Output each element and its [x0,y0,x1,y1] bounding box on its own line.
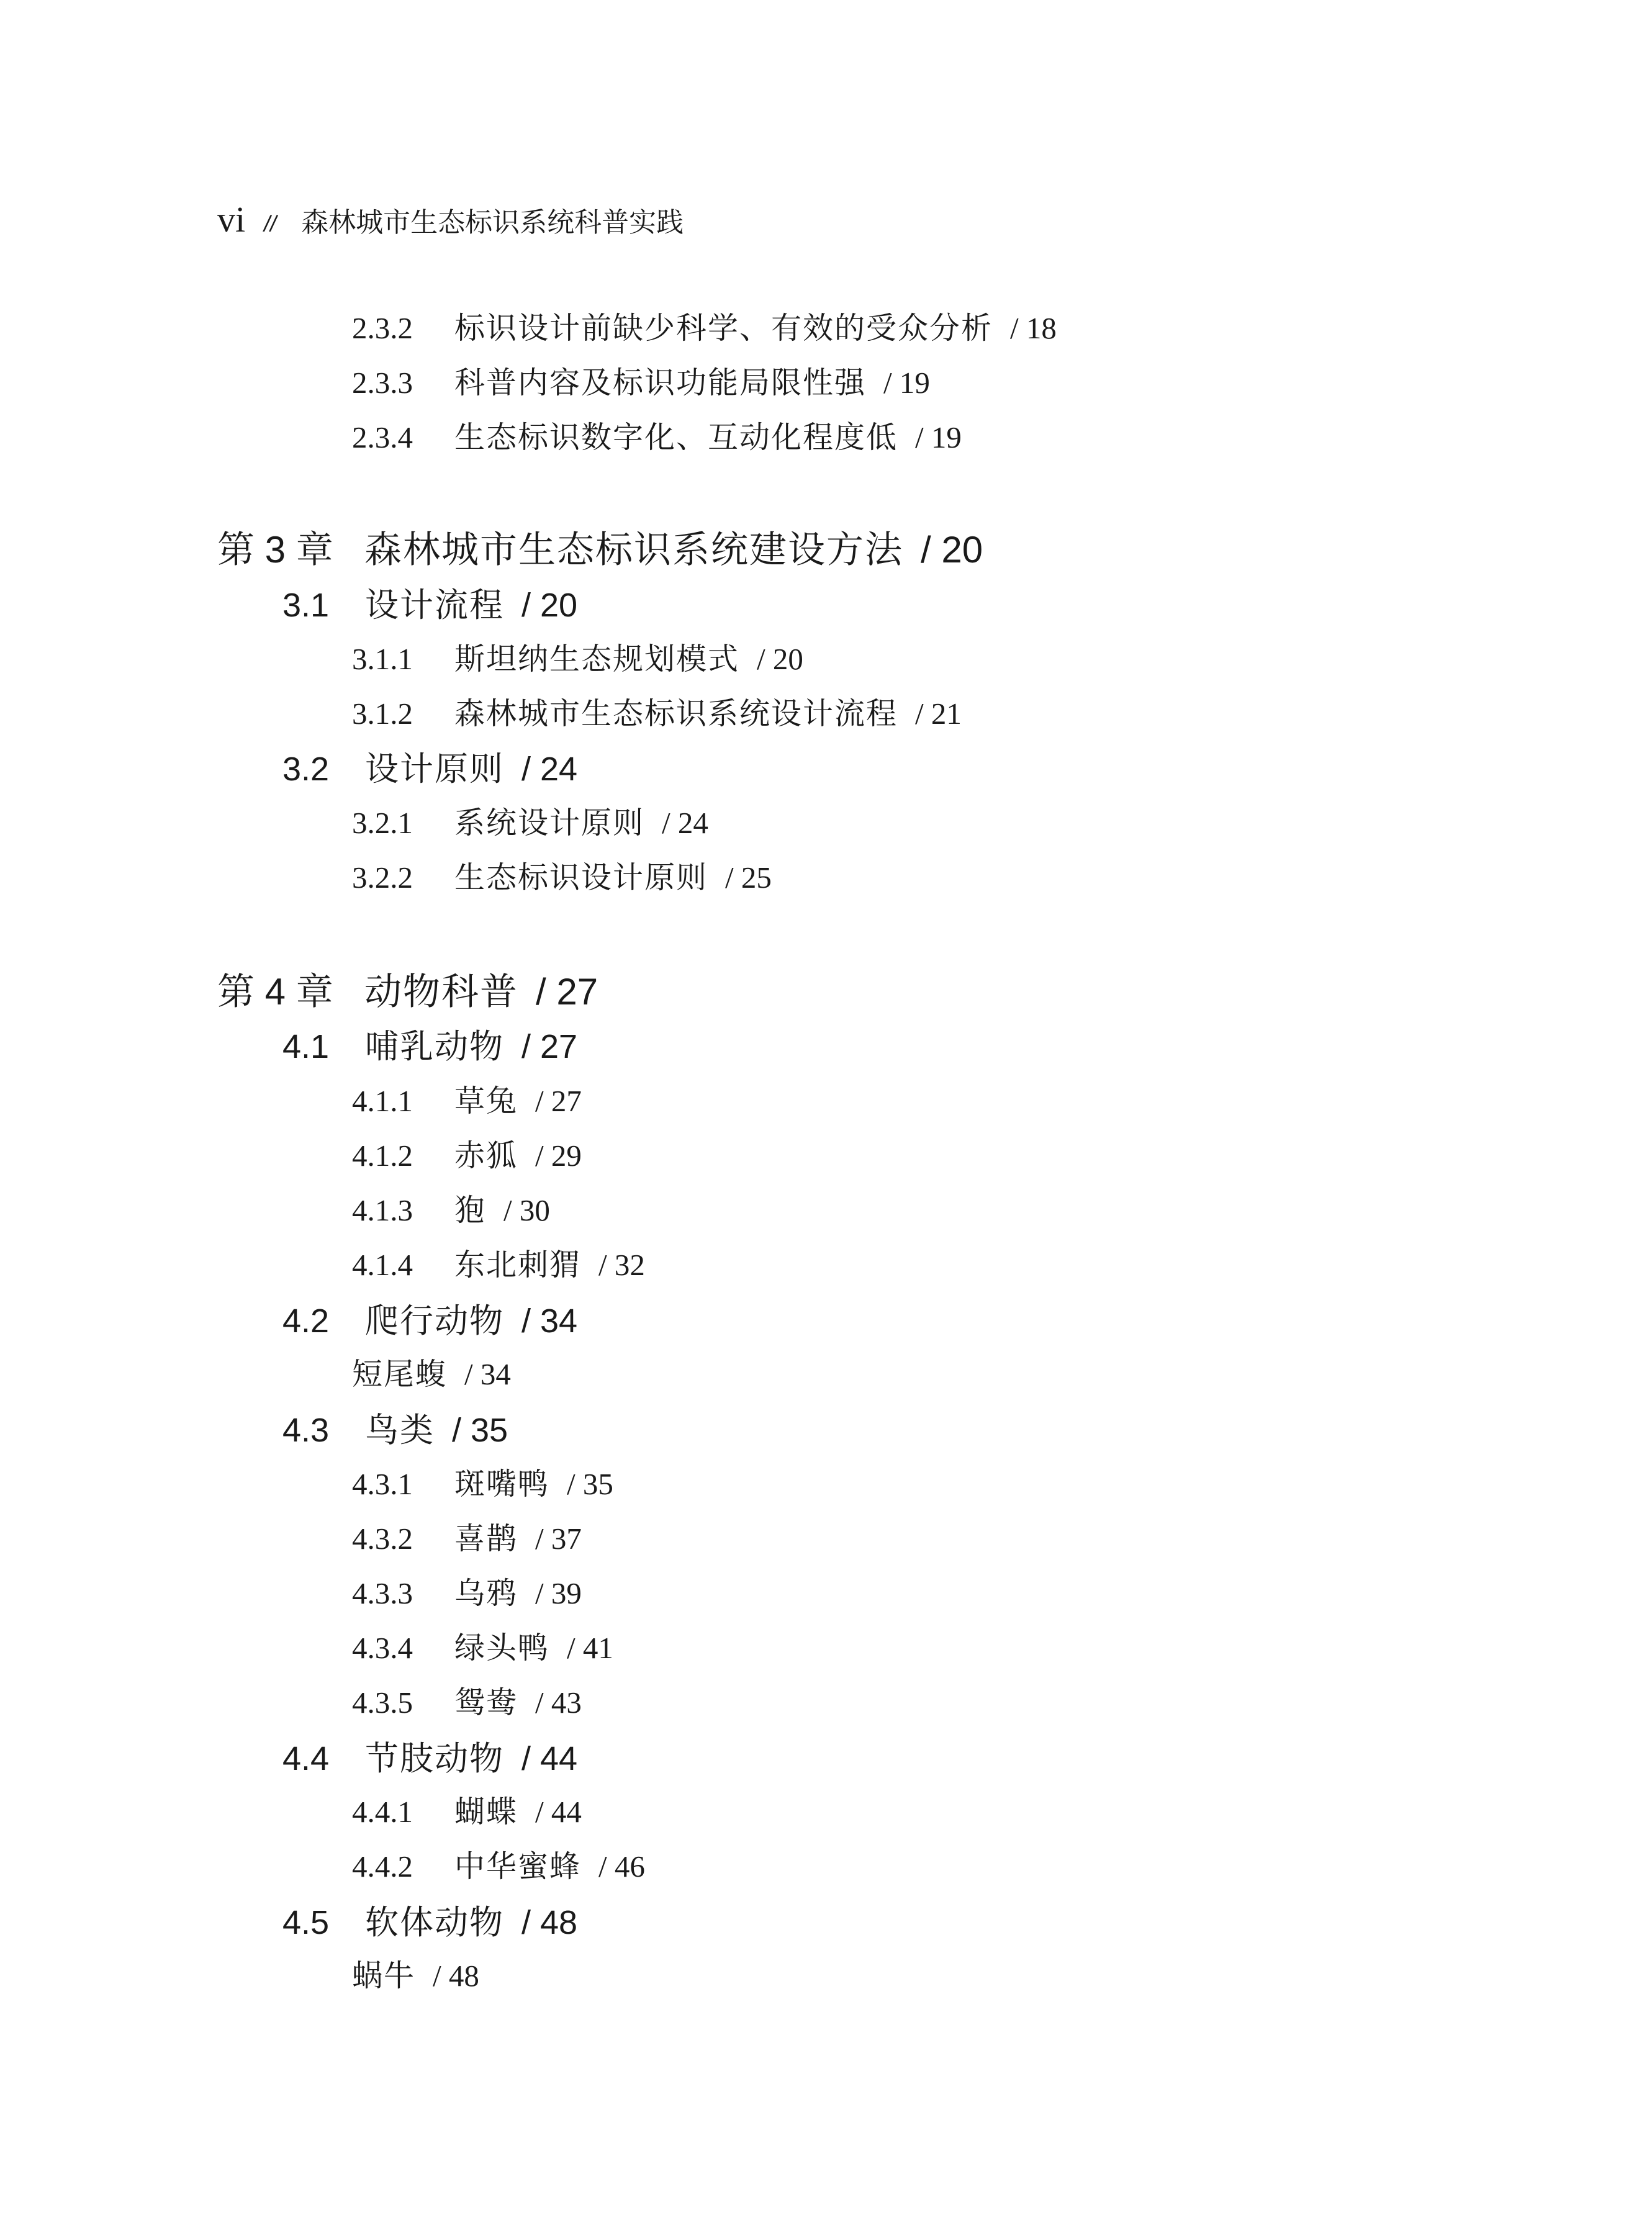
toc-entry-3-2-1[interactable] [352,799,708,842]
running-head [217,199,684,255]
toc-entry-4-3-2[interactable] [352,1515,582,1558]
entry-title: 绿头鸭 [454,1630,550,1666]
entry-number: 4.3.5 [352,1685,413,1720]
toc-section-3-1[interactable] [282,579,577,626]
entry-page: / 24 [521,751,578,788]
toc-entry-4-3-4[interactable] [352,1624,613,1667]
toc-entry-2-3-4[interactable] [352,413,962,457]
header-separator: // [264,211,277,237]
section-title: 软体动物 [365,1904,504,1941]
entry-page: / 48 [521,1904,578,1941]
entry-title: 东北刺猬 [454,1247,582,1283]
entry-page: / 48 [433,1959,479,1993]
toc-entry-3-1-1[interactable] [352,635,803,679]
entry-number: 2.3.4 [352,420,413,454]
toc-entry-4-1-2[interactable] [352,1132,582,1175]
entry-page: / 44 [521,1740,578,1777]
entry-title: 草兔 [454,1083,518,1119]
page-folio: vi [217,199,246,240]
entry-page: / 24 [662,806,708,840]
entry-number: 4.3.4 [352,1631,413,1665]
chapter-number: 第 4 章 [217,971,333,1013]
entry-number: 3.1.2 [352,697,413,731]
entry-number: 3.1.1 [352,642,413,676]
section-number: 4.3 [282,1412,330,1449]
entry-page: / 41 [567,1631,613,1665]
entry-number: 3.2.1 [352,806,413,840]
entry-page: / 39 [535,1576,582,1610]
toc-chapter-4[interactable] [217,962,598,1016]
entry-title: 短尾蝮 [352,1356,448,1392]
entry-number: 2.3.2 [352,311,413,345]
entry-page: / 44 [535,1795,582,1829]
entry-number: 4.3.2 [352,1522,413,1556]
section-number: 4.2 [282,1302,330,1340]
entry-number: 4.3.3 [352,1576,413,1610]
entry-page: / 35 [452,1412,508,1449]
entry-page: / 25 [725,860,772,895]
chapter-title: 森林城市生态标识系统建设方法 [364,529,903,571]
toc-entry-4-1-4[interactable] [352,1241,645,1284]
section-title: 鸟类 [365,1412,435,1449]
entry-number: 4.1.2 [352,1139,413,1173]
entry-title: 生态标识数字化、互动化程度低 [454,420,898,455]
entry-page: / 37 [535,1522,582,1556]
toc-section-4-4[interactable] [282,1732,577,1780]
entry-title: 科普内容及标识功能局限性强 [454,365,867,400]
toc-section-3-2[interactable] [282,742,577,790]
entry-title: 生态标识设计原则 [454,860,708,895]
entry-page: / 29 [535,1139,582,1173]
entry-number: 4.4.2 [352,1849,413,1883]
toc-entry-3-1-2[interactable] [352,690,962,733]
toc-entry-short-tailed-viper[interactable] [352,1350,511,1394]
toc-entry-4-3-5[interactable] [352,1679,582,1722]
toc-section-4-3[interactable] [282,1404,508,1451]
entry-title: 斑嘴鸭 [454,1466,550,1502]
toc-entry-4-1-1[interactable] [352,1077,582,1121]
entry-title: 乌鸦 [454,1576,518,1611]
entry-title: 斯坦纳生态规划模式 [454,641,740,677]
entry-title: 鸳鸯 [454,1685,518,1720]
entry-page: / 19 [883,366,930,400]
entry-page: / 19 [915,420,962,454]
toc-section-4-5[interactable] [282,1896,577,1944]
entry-title: 标识设计前缺少科学、有效的受众分析 [454,310,993,346]
entry-title: 赤狐 [454,1138,518,1173]
toc-entry-snail[interactable] [352,1952,479,1995]
entry-title: 中华蜜蜂 [454,1849,582,1884]
section-number: 4.1 [282,1028,330,1065]
chapter-title: 动物科普 [364,971,518,1013]
entry-number: 4.3.1 [352,1467,413,1501]
entry-number: 2.3.3 [352,366,413,400]
toc-section-4-2[interactable] [282,1294,577,1342]
toc-entry-4-1-3[interactable] [352,1186,550,1230]
entry-title: 狍 [454,1193,487,1228]
entry-page: / 34 [464,1357,511,1391]
section-title: 设计原则 [365,751,504,788]
toc-entry-4-3-1[interactable] [352,1460,613,1504]
section-title: 节肢动物 [365,1740,504,1777]
entry-page: / 46 [598,1849,645,1883]
section-title: 爬行动物 [365,1302,504,1340]
entry-page: / 18 [1010,311,1057,345]
entry-page: / 20 [521,587,578,624]
section-number: 3.1 [282,587,330,624]
entry-number: 4.1.1 [352,1084,413,1118]
toc-entry-4-4-2[interactable] [352,1843,645,1886]
section-number: 3.2 [282,751,330,788]
toc-entry-2-3-2[interactable] [352,304,1057,348]
chapter-number: 第 3 章 [217,529,333,571]
section-number: 4.5 [282,1904,330,1941]
entry-page: / 27 [535,1084,582,1118]
entry-number: 4.1.4 [352,1248,413,1282]
entry-page: / 35 [567,1467,613,1501]
toc-entry-4-3-3[interactable] [352,1569,582,1613]
entry-title: 喜鹊 [454,1521,518,1556]
entry-page: / 27 [521,1028,578,1065]
entry-number: 3.2.2 [352,860,413,895]
toc-entry-3-2-2[interactable] [352,854,772,897]
entry-title: 蝴蝶 [454,1794,518,1829]
entry-page: / 32 [598,1248,645,1282]
entry-number: 4.1.3 [352,1193,413,1227]
entry-page: / 20 [757,642,803,676]
entry-title: 系统设计原则 [454,805,645,841]
entry-number: 4.4.1 [352,1795,413,1829]
entry-page: / 20 [921,529,983,571]
toc-section-4-1[interactable] [282,1020,577,1068]
toc-entry-2-3-3[interactable] [352,359,930,402]
section-number: 4.4 [282,1740,330,1777]
section-title: 设计流程 [365,587,504,624]
entry-page: / 30 [503,1193,550,1227]
entry-page: / 34 [521,1302,578,1340]
section-title: 哺乳动物 [365,1028,504,1065]
entry-page: / 27 [536,971,598,1013]
entry-title: 蜗牛 [352,1958,416,1993]
toc-chapter-3[interactable] [217,520,983,574]
entry-page: / 21 [915,697,962,731]
book-title: 森林城市生态标识系统科普实践 [301,207,684,238]
entry-title: 森林城市生态标识系统设计流程 [454,696,898,731]
toc-entry-4-4-1[interactable] [352,1788,582,1831]
entry-page: / 43 [535,1685,582,1720]
